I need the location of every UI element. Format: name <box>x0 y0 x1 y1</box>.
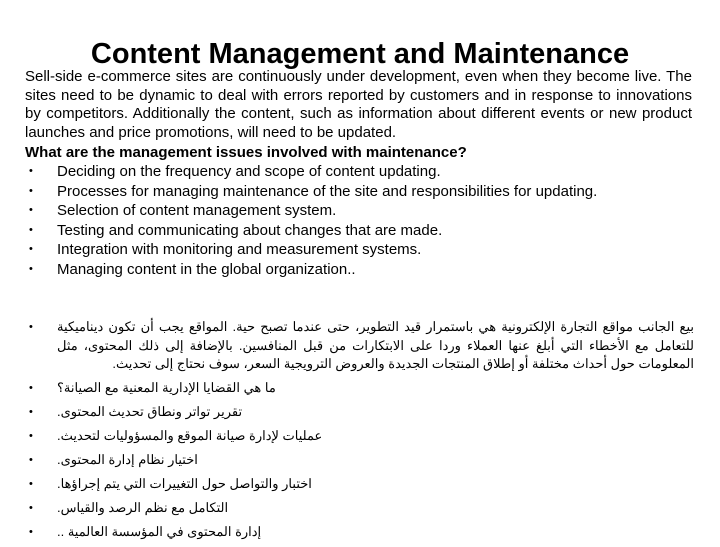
list-item-text: Integration with monitoring and measurement systems. <box>57 241 422 258</box>
list-item-text: Selection of content management system. <box>57 202 337 219</box>
bullet-icon: • <box>29 430 33 442</box>
intro-paragraph: Sell-side e-commerce sites are continuously under development, even when they become live. The sites need to be dynamic to deal with errors reported by customers and in response to innovations by competitors. Additionally the content, such as information about different events or new product launches and price promotions, will need to be updated. <box>25 68 692 142</box>
bullet-icon: • <box>29 223 33 236</box>
bullet-icon: • <box>29 262 33 275</box>
list-item-text: تقرير تواتر ونطاق تحديث المحتوى. <box>57 404 243 419</box>
bullet-icon: • <box>29 478 33 490</box>
list-item <box>25 523 695 542</box>
bullet-icon: • <box>29 204 33 216</box>
list-item <box>25 499 695 518</box>
list-item-text: Deciding on the frequency and scope of content updating. <box>57 163 441 180</box>
bullet-icon: • <box>29 526 33 538</box>
list-item-text: Testing and communicating about changes that are made. <box>57 221 443 239</box>
list-item <box>25 260 695 280</box>
list-item <box>25 451 695 470</box>
english-bullet-list <box>25 162 695 279</box>
list-item <box>25 379 695 398</box>
question-heading: What are the management issues involved with maintenance? <box>25 144 467 161</box>
bullet-icon: • <box>29 454 33 466</box>
list-item-text: التكامل مع نظم الرصد والقياس. <box>57 500 229 515</box>
list-item-text: بيع الجانب مواقع التجارة الإلكترونية هي باستمرار قيد التطوير، حتى عندما تصبح حية. المواقع يجب أن تكون ديناميكية للتعامل مع الأخطاء التي أبلغ عنها العملاء وردا على الابتكارات من قبل المنافسين. بالإضافة إلى ذلك المحتوى، مثل المعلومات حول أحداث مختلفة أو إطلاق المنتجات الجديدة والعروض الترويجية السعر، سوف نحتاج إلى تحديث. <box>57 319 694 371</box>
list-item-text: اختبار والتواصل حول التغييرات التي يتم إجراؤها. <box>57 476 312 491</box>
slide-title: Content Management and Maintenance <box>90 38 630 70</box>
arabic-bullet-list <box>25 318 695 547</box>
list-item <box>25 182 695 202</box>
list-item-text: Processes for managing maintenance of the site and responsibilities for updating. <box>57 182 598 200</box>
list-item-text: اختيار نظام إدارة المحتوى. <box>57 452 198 467</box>
list-item-text: إدارة المحتوى في المؤسسة العالمية .. <box>57 524 262 539</box>
bullet-icon: • <box>29 243 33 255</box>
list-item <box>25 318 695 374</box>
bullet-icon: • <box>29 184 33 197</box>
bullet-icon: • <box>29 502 33 514</box>
list-item <box>25 221 695 241</box>
list-item <box>25 162 695 182</box>
list-item-text: ما هي القضايا الإدارية المعنية مع الصيانة؟ <box>57 380 276 395</box>
list-item <box>25 240 695 260</box>
list-item <box>25 201 695 221</box>
bullet-icon: • <box>29 406 33 418</box>
bullet-icon: • <box>29 321 33 333</box>
list-item-text: عمليات لإدارة صيانة الموقع والمسؤوليات لتحديث. <box>57 428 323 443</box>
list-item <box>25 427 695 446</box>
list-item-text: Managing content in the global organization.. <box>57 260 356 278</box>
list-item <box>25 403 695 422</box>
list-item <box>25 475 695 494</box>
bullet-icon: • <box>29 165 33 177</box>
bullet-icon: • <box>29 382 33 394</box>
